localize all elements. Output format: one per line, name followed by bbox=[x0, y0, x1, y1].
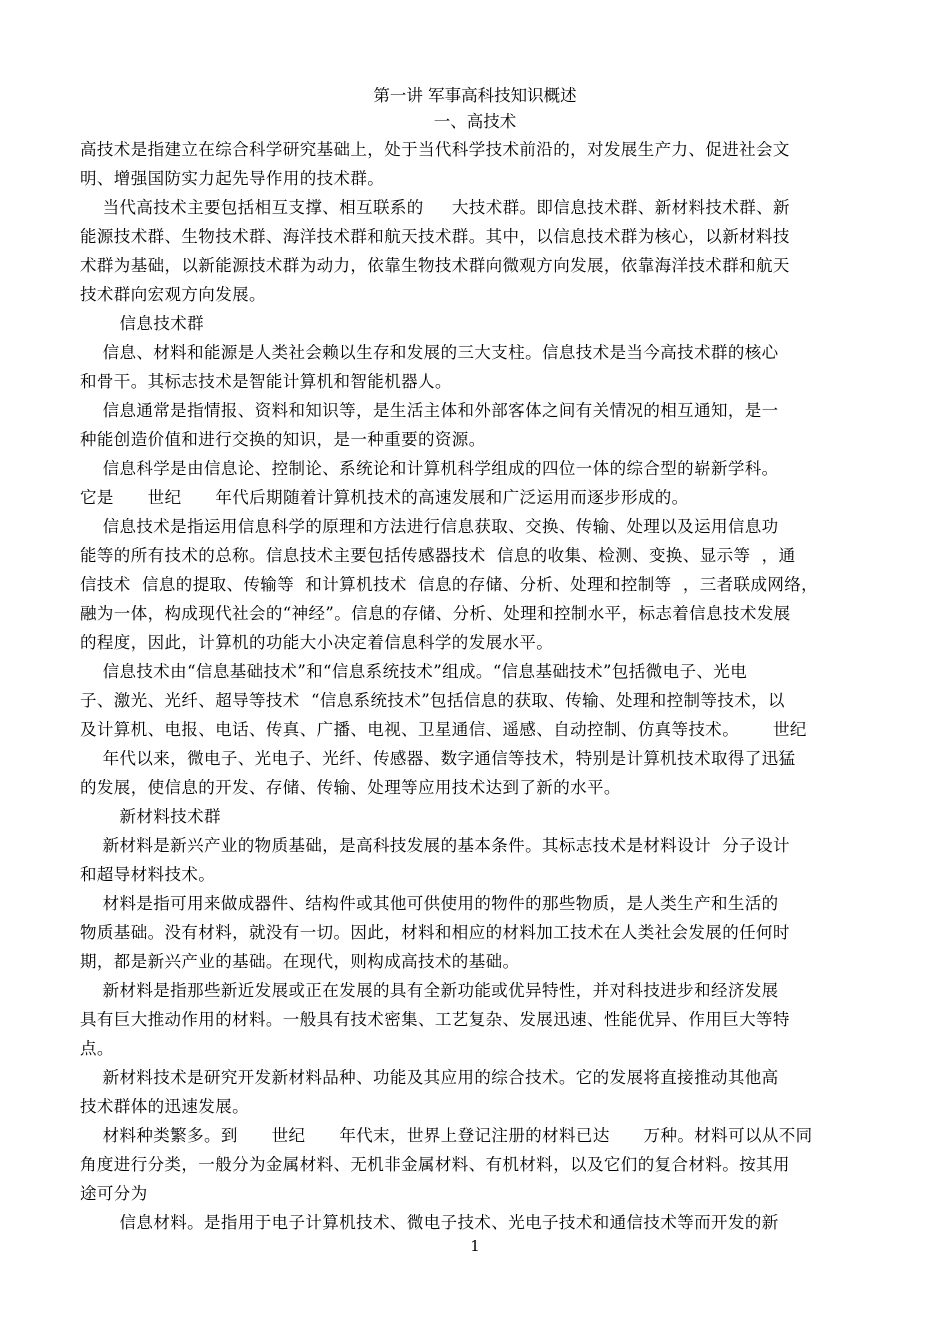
text-line: 新材料技术群 bbox=[80, 807, 221, 826]
text-line: 信息、材料和能源是人类社会赖以生存和发展的三大支柱。信息技术是当今高技术群的核心 bbox=[80, 343, 779, 362]
page-number: 1 bbox=[470, 1237, 480, 1255]
text-line: 材料是指可用来做成器件、结构件或其他可供使用的物件的那些物质，是人类生产和生活的 bbox=[80, 894, 779, 913]
text-line: 新材料是指那些新近发展或正在发展的具有全新功能或优异特性，并对科技进步和经济发展 bbox=[80, 981, 779, 1000]
text-line: 信技术 信息的提取、传输等 和计算机技术 信息的存储、分析、处理和控制等 ，三者联成网络， bbox=[80, 575, 819, 594]
text-line: 年代以来，微电子、光电子、光纤、传感器、数字通信等技术，特别是计算机技术取得了迅猛 bbox=[80, 749, 796, 768]
text-line: 期，都是新兴产业的基础。在现代，则构成高技术的基础。 bbox=[80, 952, 520, 971]
text-line: 及计算机、电报、电话、传真、广播、电视、卫星通信、遥感、自动控制、仿真等技术。 世纪 bbox=[80, 720, 807, 739]
text-line: 当代高技术主要包括相互支撑、相互联系的 大技术群。即信息技术群、新材料技术群、新 bbox=[80, 198, 790, 217]
text-line: 角度进行分类，一般分为金属材料、无机非金属材料、有机材料，以及它们的复合材料。按其用 bbox=[80, 1155, 790, 1174]
text-line: 和超导材料技术。 bbox=[80, 865, 216, 884]
text-line: 信息通常是指情报、资料和知识等，是生活主体和外部客体之间有关情况的相互通知，是一 bbox=[80, 401, 779, 420]
text-line: 能源技术群、生物技术群、海洋技术群和航天技术群。其中，以信息技术群为核心，以新材料技 bbox=[80, 227, 790, 246]
text-line: 材料种类繁多。到 世纪 年代末，世界上登记注册的材料已达 万种。材料可以从不同 bbox=[80, 1126, 813, 1145]
section-heading: 一、高技术 bbox=[433, 112, 517, 131]
page-title: 第一讲 军事高科技知识概述 bbox=[373, 86, 577, 105]
text-line: 信息材料。是指用于电子计算机技术、微电子技术、光电子技术和通信技术等而开发的新 bbox=[80, 1213, 779, 1232]
text-line: 新材料是新兴产业的物质基础，是高科技发展的基本条件。其标志技术是材料设计 分子设计 bbox=[80, 836, 790, 855]
text-line: 和骨干。其标志技术是智能计算机和智能机器人。 bbox=[80, 372, 452, 391]
text-line: 信息技术群 bbox=[80, 314, 205, 333]
text-line: 信息技术由“信息基础技术”和“信息系统技术”组成。“信息基础技术”包括微电子、光电 bbox=[80, 662, 748, 681]
text-line: 技术群体的迅速发展。 bbox=[80, 1097, 249, 1116]
text-line: 信息科学是由信息论、控制论、系统论和计算机科学组成的四位一体的综合型的崭新学科。 bbox=[80, 459, 779, 478]
text-line: 的发展，使信息的开发、存储、传输、处理等应用技术达到了新的水平。 bbox=[80, 778, 621, 797]
text-line: 种能创造价值和进行交换的知识，是一种重要的资源。 bbox=[80, 430, 486, 449]
text-line: 能等的所有技术的总称。信息技术主要包括传感器技术 信息的收集、检测、变换、显示等 ，通 bbox=[80, 546, 796, 565]
text-line: 点。 bbox=[80, 1039, 114, 1058]
text-line: 术群为基础，以新能源技术群为动力，依靠生物技术群向微观方向发展，依靠海洋技术群和航天 bbox=[80, 256, 790, 275]
text-line: 物质基础。没有材料，就没有一切。因此，材料和相应的材料加工技术在人类社会发展的任何时 bbox=[80, 923, 790, 942]
text-line: 子、激光、光纤、超导等技术 “信息系统技术”包括信息的获取、传输、处理和控制等技术，以 bbox=[80, 691, 785, 710]
text-line: 途可分为 bbox=[80, 1184, 148, 1203]
text-line: 它是 世纪 年代后期随着计算机技术的高速发展和广泛运用而逐步形成的。 bbox=[80, 488, 689, 507]
text-line: 信息技术是指运用信息科学的原理和方法进行信息获取、交换、传输、处理以及运用信息功 bbox=[80, 517, 779, 536]
text-line: 技术群向宏观方向发展。 bbox=[80, 285, 266, 304]
text-line: 高技术是指建立在综合科学研究基础上，处于当代科学技术前沿的，对发展生产力、促进社会文 bbox=[80, 140, 790, 159]
text-line: 融为一体，构成现代社会的“神经”。信息的存储、分析、处理和控制水平，标志着信息技术发展 bbox=[80, 604, 791, 623]
text-line: 的程度，因此，计算机的功能大小决定着信息科学的发展水平。 bbox=[80, 633, 554, 652]
text-line: 具有巨大推动作用的材料。一般具有技术密集、工艺复杂、发展迅速、性能优异、作用巨大等特 bbox=[80, 1010, 790, 1029]
text-line: 新材料技术是研究开发新材料品种、功能及其应用的综合技术。它的发展将直接推动其他高 bbox=[80, 1068, 779, 1087]
text-line: 明、增强国防实力起先导作用的技术群。 bbox=[80, 169, 385, 188]
